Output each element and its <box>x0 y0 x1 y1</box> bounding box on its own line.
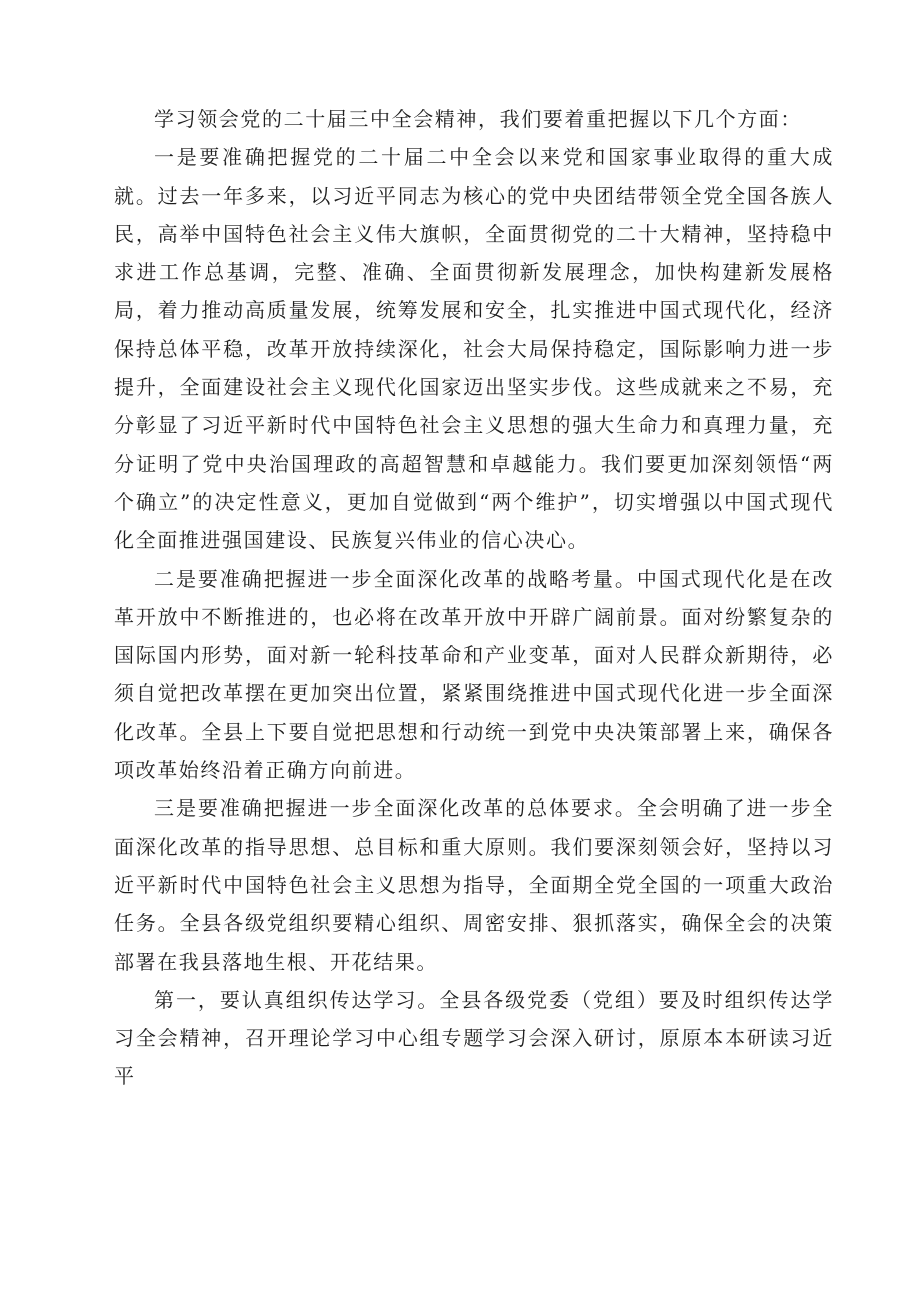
paragraph-point-two: 二是要准确把握进一步全面深化改革的战略考量。中国式现代化是在改革开放中不断推进的，也必将在改革开放中开辟广阔前景。面对纷繁复杂的国际国内形势，面对新一轮科技革命和产业变革，面对人民群众新期待，必须自觉把改革摆在更加突出位置，紧紧围绕推进中国式现代化进一步全面深化改革。全县上下要自觉把思想和行动统一到党中央决策部署上来，确保各项改革始终沿着正确方向前进。 <box>114 566 834 783</box>
paragraph-intro: 学习领会党的二十届三中全会精神，我们要着重把握以下几个方面： <box>154 107 802 131</box>
paragraph-point-three: 三是要准确把握进一步全面深化改革的总体要求。全会明确了进一步全面深化改革的指导思想、总目标和重大原则。我们要深刻领会好，坚持以习近平新时代中国特色社会主义思想为指导，全面期全党全国的一项重大政治任务。全县各级党组织要精心组织、周密安排、狠抓落实，确保全会的决策部署在我县落地生根、开花结果。 <box>114 796 834 974</box>
paragraph-point-one: 一是要准确把握党的二十届二中全会以来党和国家事业取得的重大成就。过去一年多来，以习近平同志为核心的党中央团结带领全党全国各族人民，高举中国特色社会主义伟大旗帜，全面贯彻党的二十大精神，坚持稳中求进工作总基调，完整、准确、全面贯彻新发展理念，加快构建新发展格局，着力推动高质量发展，统筹发展和安全，扎实推进中国式现代化，经济保持总体平稳，改革开放持续深化，社会大局保持稳定，国际影响力进一步提升，全面建设社会主义现代化国家迈出坚实步伐。这些成就来之不易，充分彰显了习近平新时代中国特色社会主义思想的强大生命力和真理力量，充分证明了党中央治国理政的高超智慧和卓越能力。我们要更加深刻领悟“两个确立”的决定性意义，更加自觉做到“两个维护”，切实增强以中国式现代化全面推进强国建设、民族复兴伟业的信心决心。 <box>114 145 834 553</box>
paragraph-first-measure: 第一，要认真组织传达学习。全县各级党委（党组）要及时组织传达学习全会精神，召开理论学习中心组专题学习会深入研讨，原原本本研读习近平 <box>114 987 834 1089</box>
document-body <box>114 100 834 1096</box>
